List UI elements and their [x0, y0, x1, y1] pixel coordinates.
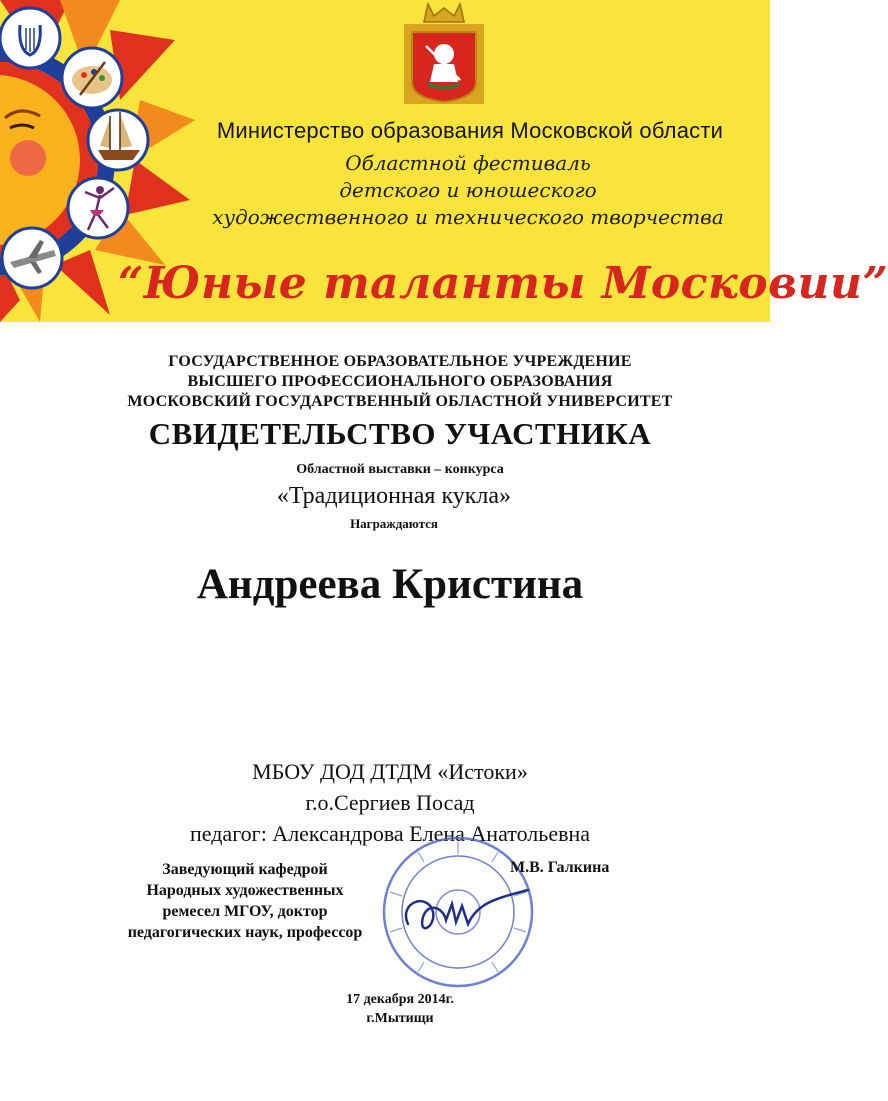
issue-date: 17 декабря 2014г.	[346, 992, 454, 1007]
signer-name: М.В. Галкина	[510, 859, 610, 876]
school-line: МБОУ ДОД ДТДМ «Истоки»	[252, 759, 528, 784]
signer-title-line: Заведующий кафедрой	[162, 861, 328, 878]
institution-name	[0, 352, 800, 412]
institution-line: МОСКОВСКИЙ ГОСУДАРСТВЕННЫЙ ОБЛАСТНОЙ УНИВЕРСИТЕТ	[127, 393, 673, 410]
festival-line: Областной фестиваль	[345, 151, 591, 175]
school-line: педагог: Александрова Елена Анатольевна	[189, 821, 591, 846]
handwritten-signature	[406, 890, 528, 928]
palette-icon	[62, 48, 122, 108]
institution-line: ВЫСШЕГО ПРОФЕССИОНАЛЬНОГО ОБРАЗОВАНИЯ	[187, 373, 613, 390]
festival-line: художественного и технического творчества	[212, 205, 724, 229]
signer-title-line: педагогических наук, профессор	[127, 924, 363, 941]
dancer-icon	[68, 178, 128, 238]
school-line: г.о.Сергиев Посад	[305, 790, 475, 815]
moscow-oblast-coat-of-arms	[398, 2, 490, 106]
date-place	[300, 990, 500, 1028]
header-band	[0, 0, 888, 322]
contest-name: «Традиционная кукла»	[276, 483, 512, 509]
airplane-icon	[2, 228, 62, 288]
signer-title-line: Народных художественных	[146, 882, 344, 899]
lyre-icon	[0, 8, 60, 68]
exhibition-label: Областной выставки – конкурса	[296, 462, 504, 477]
institution-line: ГОСУДАРСТВЕННОЕ ОБРАЗОВАТЕЛЬНОЕ УЧРЕЖДЕНИЕ	[168, 353, 632, 370]
recipient-name: Андреева Кристина	[196, 561, 584, 608]
university-stamp	[378, 832, 538, 992]
festival-title	[176, 150, 760, 231]
certificate-title: СВИДЕТЕЛЬСТВО УЧАСТНИКА	[148, 416, 652, 451]
festival-slogan: “Юные таланты Московии”	[118, 258, 888, 309]
awarded-label: Награждаются	[350, 516, 438, 531]
sailboat-icon	[88, 110, 148, 170]
ministry-name: Министерство образования Московской области	[216, 118, 724, 143]
issue-place: г.Мытищи	[366, 1011, 434, 1026]
festival-line: детского и юношеского	[339, 178, 597, 202]
signer-title-line: ремесел МГОУ, доктор	[162, 903, 328, 920]
signer-title	[115, 859, 375, 943]
